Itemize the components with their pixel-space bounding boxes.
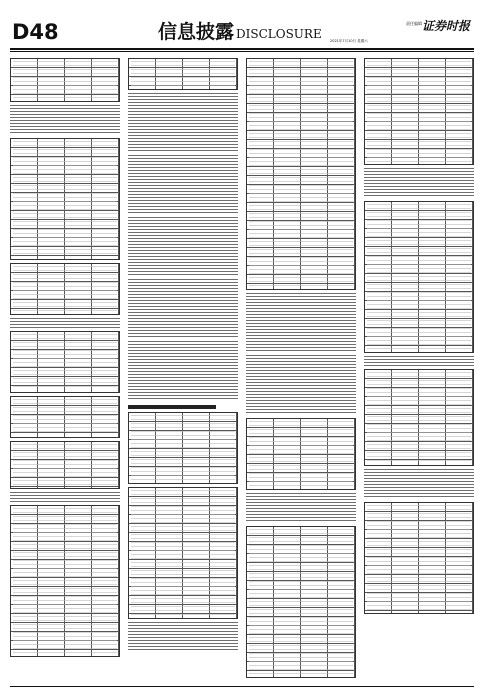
section-title-cn: 信息披露 [158, 21, 235, 43]
body-text [246, 293, 356, 353]
subheading [128, 405, 216, 409]
table [10, 396, 120, 438]
page-number: D48 [12, 20, 59, 44]
body-text [10, 492, 120, 502]
footer-rule [10, 686, 474, 687]
article-columns [10, 55, 474, 685]
column-3 [246, 55, 356, 685]
table [10, 505, 120, 657]
masthead-rule-thin [10, 51, 474, 52]
body-text [246, 355, 356, 415]
table [10, 441, 120, 489]
table [10, 331, 120, 393]
body-text [128, 341, 238, 401]
column-1 [10, 55, 120, 685]
table [246, 58, 356, 290]
section-title-en: DISCLOSURE [236, 27, 322, 41]
table [364, 369, 474, 466]
body-text [128, 622, 238, 652]
body-text [246, 493, 356, 523]
editor-info: 责任编辑 [406, 21, 422, 26]
table [10, 138, 120, 260]
date-line: 2021年7月10日 星期六 [330, 39, 368, 43]
table [128, 412, 238, 484]
body-text [364, 168, 474, 198]
newspaper-logo: 证券时报 [421, 19, 470, 33]
masthead-rule [10, 48, 474, 50]
body-text [364, 356, 474, 366]
table [364, 201, 474, 353]
body-text [364, 469, 474, 499]
body-text [128, 155, 238, 215]
table [128, 487, 238, 619]
table [10, 58, 120, 102]
body-text [128, 93, 238, 153]
column-2 [128, 55, 238, 685]
body-text [128, 279, 238, 339]
masthead [10, 18, 474, 48]
body-text [10, 105, 120, 135]
body-text [10, 318, 120, 328]
table [10, 263, 120, 315]
table [246, 418, 356, 490]
column-4 [364, 55, 474, 685]
table [364, 58, 474, 165]
table [128, 58, 238, 90]
body-text [128, 217, 238, 277]
section-title [158, 18, 322, 48]
table [246, 526, 356, 678]
table [364, 502, 474, 614]
